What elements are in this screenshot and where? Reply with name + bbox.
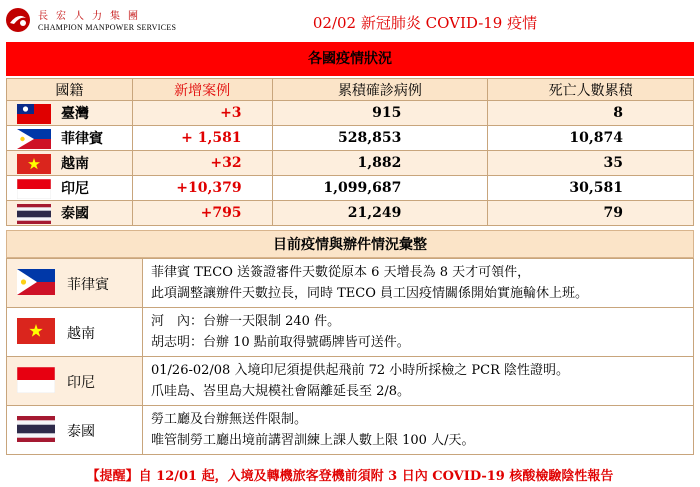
cumulative-deaths: 30,581: [488, 176, 694, 201]
table-header-row: [7, 79, 694, 101]
status-line: 胡志明：台辦 10 點前取得號碼牌皆可送件。: [151, 335, 410, 350]
cumulative-deaths: 35: [488, 151, 694, 176]
country-name: 菲律賓: [67, 277, 109, 293]
column-header: 累積確診病例: [272, 79, 488, 101]
status-line: 勞工廳及台辦無送件限制。: [151, 412, 308, 427]
country-stats-table: [6, 78, 694, 226]
column-header: 死亡人數累積: [488, 79, 694, 101]
philippines-flag-icon: [17, 269, 55, 295]
table-row: [7, 151, 694, 176]
country-cell: [7, 357, 143, 406]
country-name: 越南: [61, 156, 89, 172]
summary-table: [6, 258, 694, 455]
country-cell: [7, 201, 133, 226]
philippines-flag-icon: [17, 129, 51, 149]
country-name: 菲律賓: [61, 131, 103, 147]
country-cell: [7, 126, 133, 151]
indonesia-flag-icon: [17, 367, 55, 393]
country-cell: [7, 406, 143, 455]
table-row: [7, 259, 694, 308]
cumulative-cases: 21,249: [272, 201, 488, 226]
section-title-summary: 目前疫情與辦件情況彙整: [6, 230, 694, 258]
cumulative-cases: 528,853: [272, 126, 488, 151]
company-name-en: CHAMPION MANPOWER SERVICES: [38, 23, 177, 32]
country-name: 臺灣: [61, 106, 89, 122]
cumulative-cases: 1,099,687: [272, 176, 488, 201]
country-cell: [7, 259, 143, 308]
table-row: [7, 126, 694, 151]
country-cell: [7, 176, 133, 201]
status-description: [143, 308, 694, 357]
new-cases: +3: [132, 101, 272, 126]
table-row: [7, 201, 694, 226]
country-cell: [7, 308, 143, 357]
status-line: 此項調整讓辦件天數拉長，同時 TECO 員工因疫情關係開始實施輪休上班。: [151, 286, 589, 301]
country-cell: [7, 151, 133, 176]
cumulative-deaths: 79: [488, 201, 694, 226]
new-cases: + 1,581: [132, 126, 272, 151]
cumulative-cases: 1,882: [272, 151, 488, 176]
indonesia-flag-icon: [17, 179, 51, 199]
company-name-cn: 長宏人力集團: [38, 11, 146, 22]
vietnam-flag-icon: [17, 154, 51, 174]
table-row: [7, 357, 694, 406]
column-header: 國籍: [7, 79, 133, 101]
thailand-flag-icon: [17, 204, 51, 224]
new-cases: +10,379: [132, 176, 272, 201]
country-cell: [7, 101, 133, 126]
table-row: [7, 176, 694, 201]
page-title: 02/02 新冠肺炎 COVID-19 疫情: [312, 14, 538, 32]
new-cases: +795: [132, 201, 272, 226]
table-row: [7, 308, 694, 357]
table-row: [7, 101, 694, 126]
reminder-footer: 【提醒】自 12/01 起，入境及轉機旅客登機前須附 3 日內 COVID-19 核酸檢驗陰性報告: [86, 469, 614, 484]
status-line: 01/26-02/08 入境印尼須提供起飛前 72 小時所採檢之 PCR 陰性證明。: [151, 363, 570, 378]
table-row: [7, 406, 694, 455]
status-description: [143, 259, 694, 308]
country-name: 印尼: [61, 181, 89, 197]
cumulative-deaths: 10,874: [488, 126, 694, 151]
section-title-country-status: 各國疫情狀況: [6, 42, 694, 76]
vietnam-flag-icon: [17, 318, 55, 344]
cumulative-cases: 915: [272, 101, 488, 126]
country-name: 越南: [67, 326, 95, 342]
new-cases: +32: [132, 151, 272, 176]
column-header: 新增案例: [132, 79, 272, 101]
thailand-flag-icon: [17, 416, 55, 442]
status-line: 唯管制勞工廳出境前講習訓練上課人數上限 100 人/天。: [151, 433, 475, 448]
status-description: [143, 357, 694, 406]
country-name: 泰國: [61, 206, 89, 222]
status-line: 河 內：台辦一天限制 240 件。: [151, 314, 341, 329]
status-line: 爪哇島、峇里島大規模社會隔離延長至 2/8。: [151, 384, 411, 399]
status-description: [143, 406, 694, 455]
country-name: 泰國: [67, 424, 95, 440]
taiwan-flag-icon: [17, 104, 51, 124]
status-line: 菲律賓 TECO 送簽證審件天數從原本 6 天增長為 8 天才可領件，: [151, 265, 531, 280]
cumulative-deaths: 8: [488, 101, 694, 126]
country-name: 印尼: [67, 375, 95, 391]
